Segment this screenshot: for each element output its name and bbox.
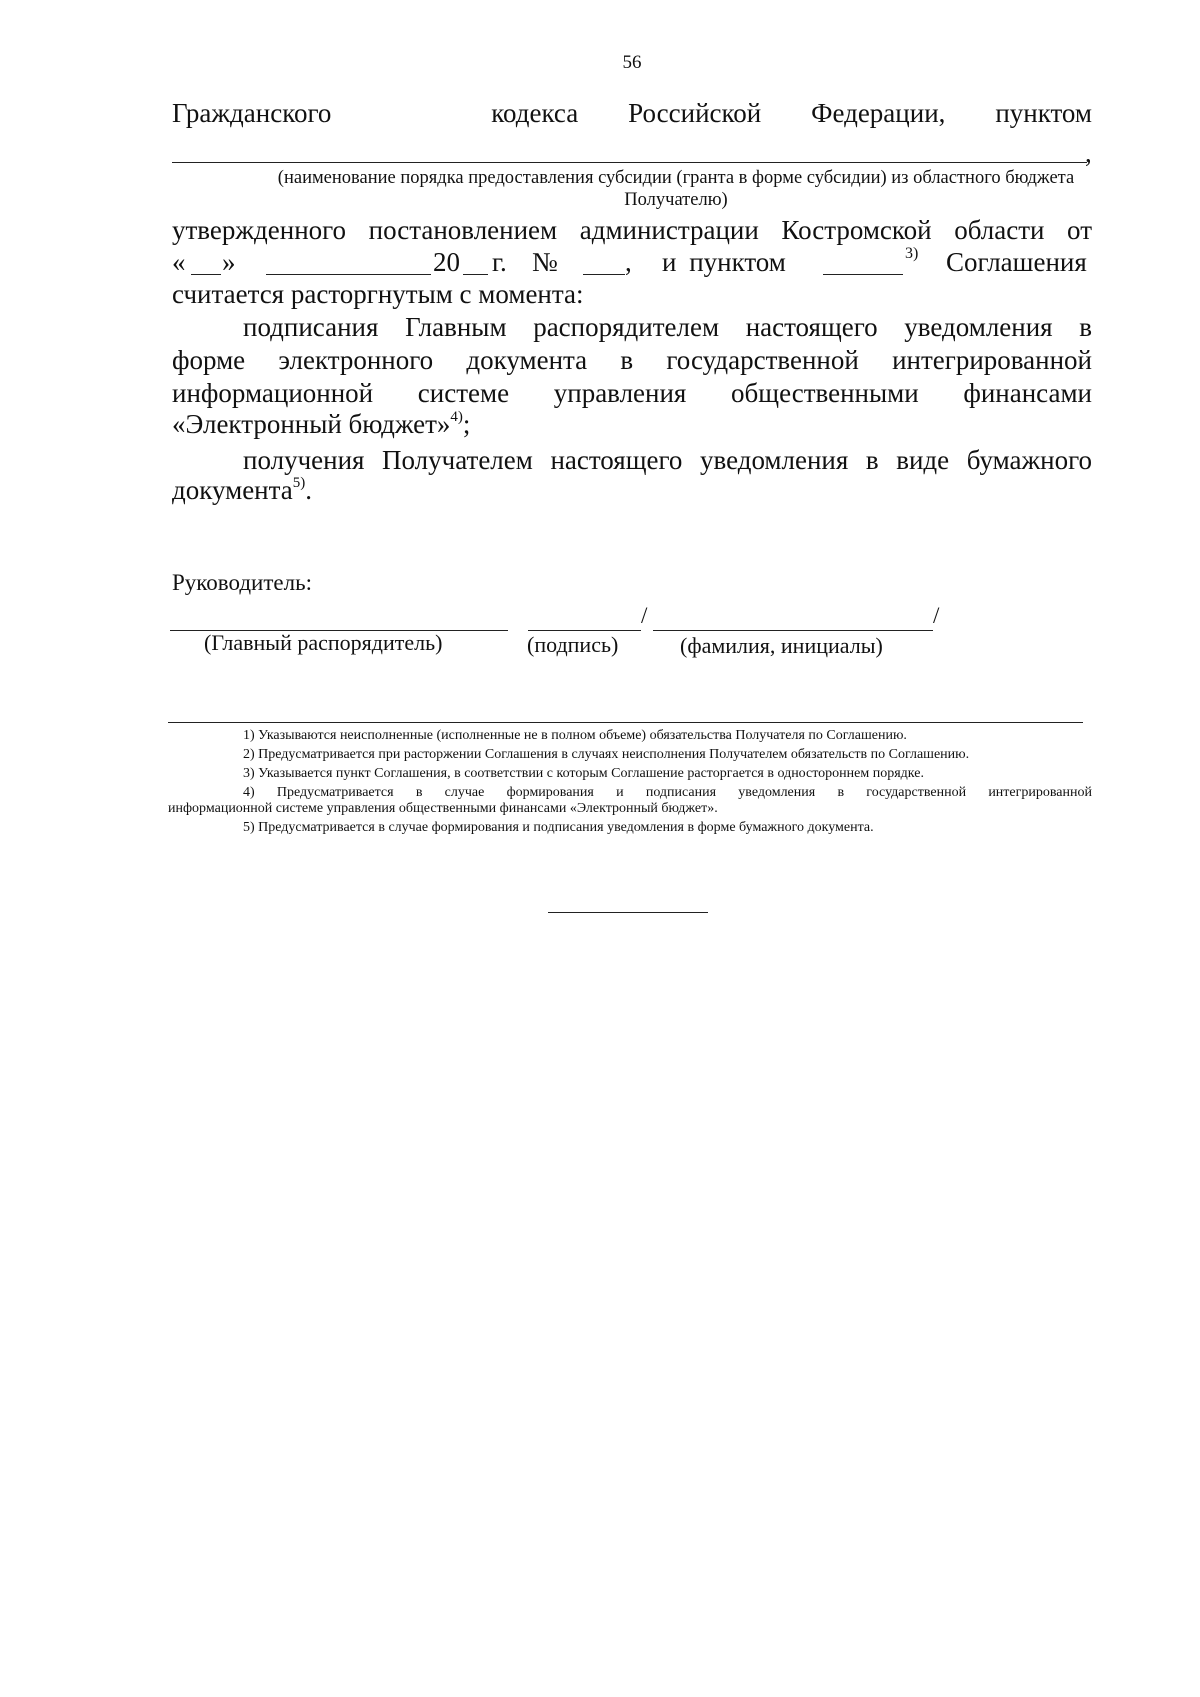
word: кодекса — [491, 98, 579, 128]
text-line-2: утвержденного постановлением администрации Костромской области от — [172, 215, 1092, 245]
footnote-1: 1) Указываются неисполненные (исполненные не в полном объеме) обязательства Получателя по Соглашению. — [243, 728, 907, 743]
word: Гражданского — [172, 98, 332, 128]
year-suffix: г. — [492, 247, 507, 277]
footnote-ref-3: 3) — [905, 245, 919, 262]
footnote-3: 3) Указывается пункт Соглашения, в соответствии с которым Соглашение расторгается в одностороннем порядке. — [243, 766, 924, 781]
para2-line1: получения Получателем настоящего уведомления в виде бумажного — [243, 445, 1092, 475]
number-sign: № — [532, 247, 558, 277]
document-word: документа — [172, 475, 293, 505]
footnote-2: 2) Предусматривается при расторжении Соглашения в случаях неисполнения Получателем обязательств по Соглашению. — [243, 747, 970, 762]
caption-signature: (подпись) — [527, 632, 619, 657]
period: . — [305, 475, 312, 505]
para1-line3: информационной системе управления общественными финансами — [172, 378, 1092, 408]
word: Федерации, — [811, 98, 946, 128]
footnote-4-line1: 4) Предусматривается в случае формирования и подписания уведомления в государственной интегрированной — [243, 785, 1092, 800]
footnote-ref-5: 5) — [292, 475, 306, 491]
footnote-4-line2: информационной системе управления общественными финансами «Электронный бюджет». — [168, 801, 718, 816]
word: пунктом — [995, 98, 1092, 128]
caption-name: (фамилия, инициалы) — [680, 633, 883, 658]
head-label: Руководитель: — [172, 570, 312, 595]
blank-line-procedure — [172, 162, 1087, 163]
blank-name — [653, 630, 933, 631]
para2-line2 — [172, 475, 312, 506]
year-prefix: 20 — [433, 247, 460, 277]
blank-signature — [528, 630, 641, 631]
date-open-quote: « — [172, 247, 186, 277]
slash: / — [933, 603, 940, 628]
blank-month — [266, 274, 431, 275]
blank-caption: (наименование порядка предоставления субсидии (гранта в форме субсидии) из областного бюджета Получателю) — [277, 168, 1075, 210]
date-close-quote: » — [222, 247, 236, 277]
footnote-5: 5) Предусматривается в случае формирования и подписания уведомления в форме бумажного документа. — [243, 820, 874, 835]
comma: , — [1085, 138, 1092, 168]
blank-year — [463, 274, 488, 275]
end-rule — [548, 912, 708, 913]
blank-day — [191, 274, 221, 275]
para1-line4 — [172, 409, 470, 440]
para1-line2: форме электронного документа в государственной интегрированной — [172, 345, 1092, 375]
footnote-separator — [168, 722, 1083, 723]
text-line-1 — [172, 98, 1092, 129]
agreement-word: Соглашения — [946, 247, 1087, 277]
footnote-ref-4: 4) — [450, 409, 463, 425]
word: Российской — [628, 98, 762, 128]
text-line-4: считается расторгнутым с момента: — [172, 279, 584, 309]
para1-line1: подписания Главным распорядителем настоящего уведомления в — [243, 312, 1092, 342]
caption-main-distributor: (Главный распорядитель) — [204, 630, 443, 655]
semicolon: ; — [462, 409, 471, 439]
comma: , — [625, 247, 632, 277]
blank-point — [823, 274, 903, 275]
electronic-budget-text: «Электронный бюджет» — [172, 409, 451, 439]
page-number: 56 — [622, 52, 642, 73]
slash: / — [641, 603, 648, 628]
and-point-text: и пунктом — [662, 247, 786, 277]
blank-number — [583, 274, 625, 275]
